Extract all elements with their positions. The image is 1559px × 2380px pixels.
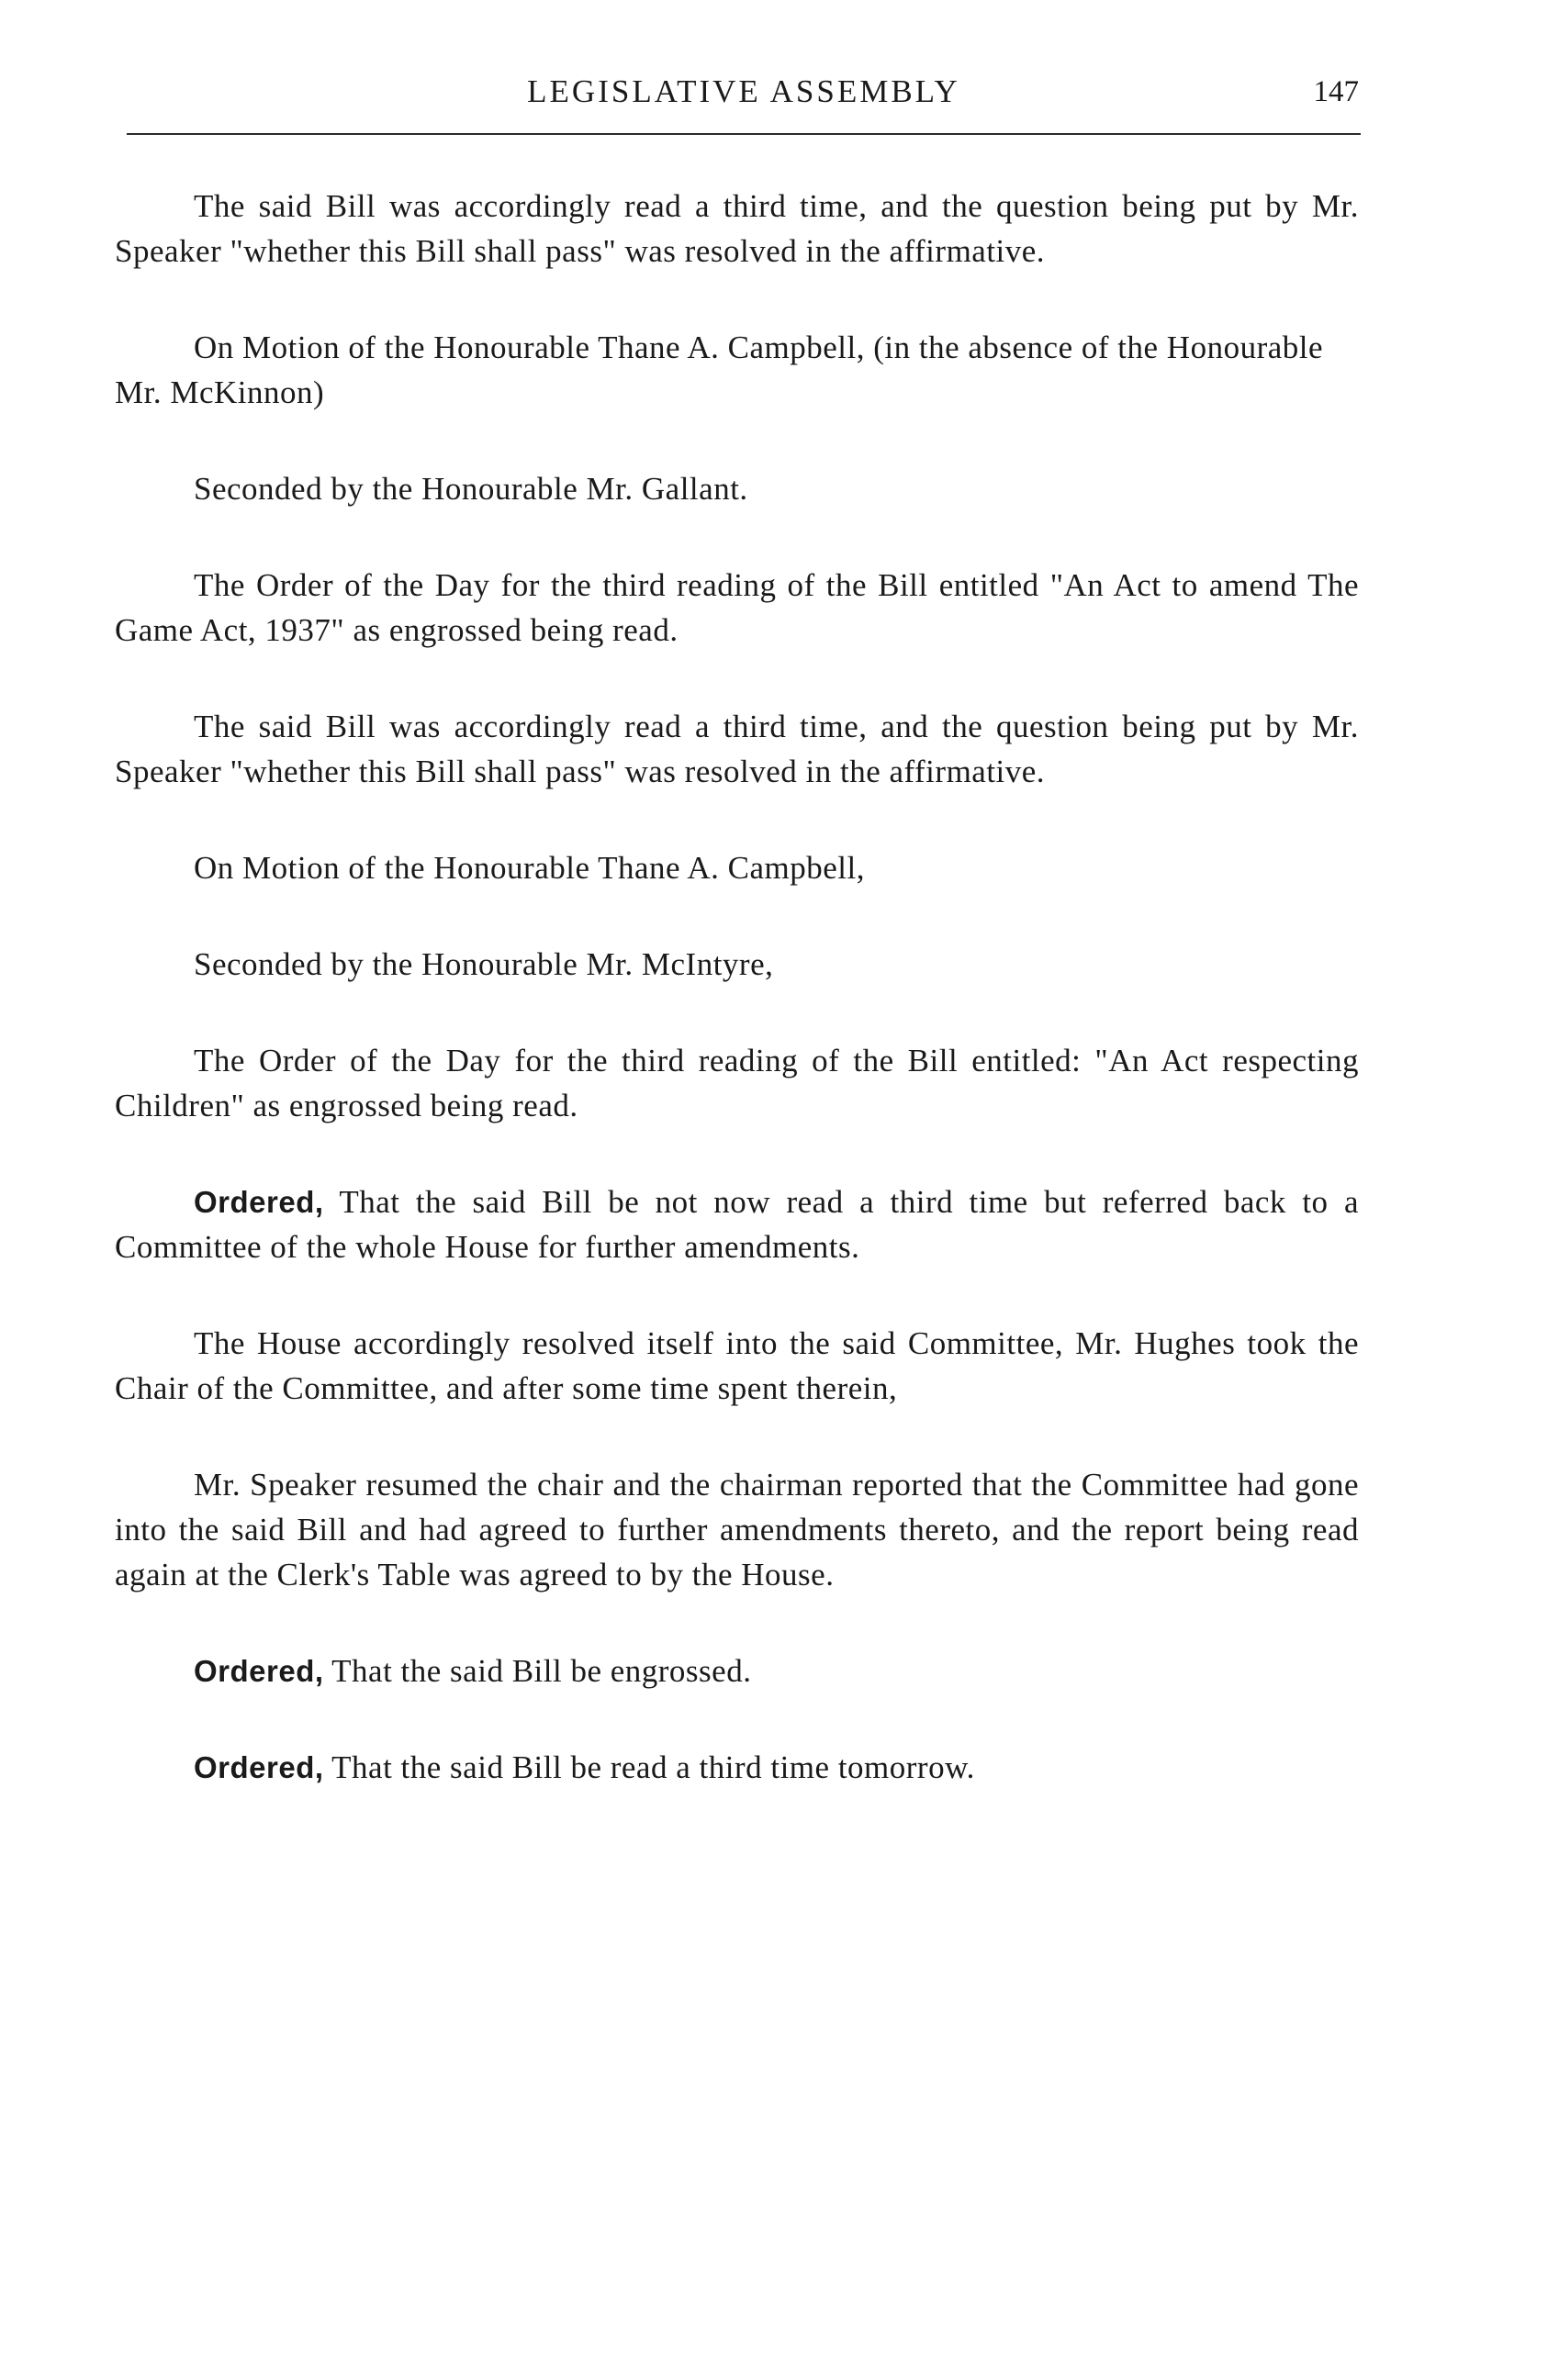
header-rule	[127, 133, 1361, 135]
ordered-label: Ordered,	[194, 1750, 324, 1784]
body-text	[115, 184, 1359, 1841]
paragraph-bill-passed-1: The said Bill was accordingly read a third time, and the question being put by Mr. Speaker "whether this Bill shall pass" was resolved in the affirmative.	[115, 188, 1359, 269]
running-title: LEGISLATIVE ASSEMBLY	[527, 73, 960, 109]
ordered-text: That the said Bill be not now read a third time but referred back to a Committee of the whole House for further amendments.	[115, 1184, 1359, 1265]
paragraph-bill-passed-2: The said Bill was accordingly read a third time, and the question being put by Mr. Speaker "whether this Bill shall pass" was resolved in the affirmative.	[115, 709, 1359, 789]
page-number: 147	[1313, 75, 1359, 108]
paragraph-ordered-third-reading	[115, 1745, 1359, 1790]
paragraph-committee: The House accordingly resolved itself into the said Committee, Mr. Hughes took the Chair of the Committee, and after some time spent therein,	[115, 1325, 1359, 1406]
ordered-text: That the said Bill be read a third time tomorrow.	[323, 1749, 975, 1785]
paragraph-motion-2: On Motion of the Honourable Thane A. Campbell,	[194, 850, 865, 886]
paragraph-ordered-referred	[115, 1179, 1359, 1269]
paragraph-speaker-resumed: Mr. Speaker resumed the chair and the chairman reported that the Committee had gone into the said Bill and had agreed to further amendments thereto, and the report being read again at the Clerk's Table was agreed to by the House.	[115, 1467, 1359, 1592]
paragraph-order-of-day-2: The Order of the Day for the third reading of the Bill entitled: "An Act respecting Children" as engrossed being read.	[115, 1043, 1359, 1123]
paragraph-order-of-day-1: The Order of the Day for the third reading of the Bill entitled "An Act to amend The Game Act, 1937" as engrossed being read.	[115, 567, 1359, 648]
paragraph-seconded-2: Seconded by the Honourable Mr. McIntyre,	[194, 946, 774, 982]
ordered-text: That the said Bill be engrossed.	[323, 1653, 752, 1689]
running-head	[129, 64, 1359, 128]
paragraph-ordered-engrossed	[115, 1648, 1359, 1693]
ordered-label: Ordered,	[194, 1185, 324, 1219]
paragraph-seconded-1: Seconded by the Honourable Mr. Gallant.	[194, 471, 748, 507]
paragraph-motion-1: On Motion of the Honourable Thane A. Campbell, (in the absence of the Honourable Mr. McKinnon)	[115, 330, 1324, 410]
ordered-label: Ordered,	[194, 1654, 324, 1688]
